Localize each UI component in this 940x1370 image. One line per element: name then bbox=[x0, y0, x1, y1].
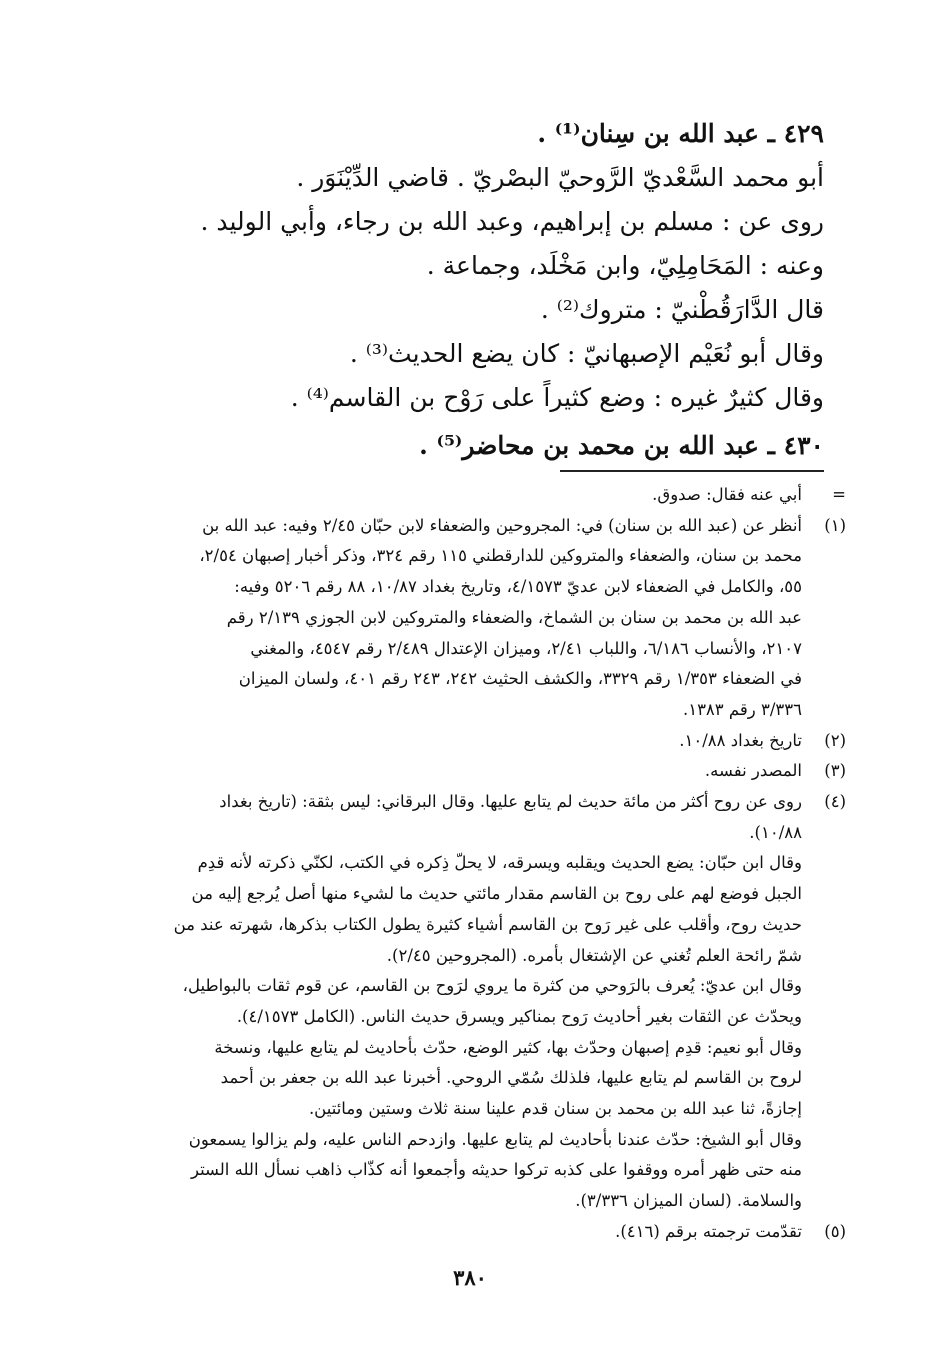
footnote-number: (٤) bbox=[824, 792, 846, 812]
footnote-line: أنظر عن (عبد الله بن سنان) في: المجروحين والضعفاء لابن حبّان ٢/٤٥ وفيه: عبد الله بن bbox=[202, 515, 802, 535]
page-number: ٣٨٠ bbox=[453, 1265, 487, 1290]
footnote-line: المصدر نفسه. bbox=[704, 761, 802, 781]
footnote-line: ويحدّث عن الثقات بغير أحاديث رَوح بمناكير ويسرق حديث الناس. (الكامل ٤/١٥٧٣). bbox=[236, 1006, 802, 1026]
text-line: وعنه : المَحَامِلِيّ، وابن مَخْلَد، وجماعة . bbox=[426, 251, 824, 280]
footnotes bbox=[124, 480, 846, 1248]
footnote-number: (١) bbox=[824, 515, 846, 535]
footnote-3 bbox=[124, 756, 846, 787]
footnote-1 bbox=[124, 511, 846, 726]
footnote-number: (٥) bbox=[824, 1221, 846, 1241]
continuation-mark: = bbox=[832, 485, 846, 504]
footnote-line: أبي عنه فقال: صدوق. bbox=[652, 485, 802, 504]
footnote-line: حديث روح، وأقلب على غير رَوح بن القاسم أشياء كثيرة يطول الكتاب بذكرها، شهرته عند من bbox=[173, 914, 802, 934]
footnote-line: ٥٥، والكامل في الضعفاء لابن عديّ ٤/١٥٧٣، وتاريخ بغداد ١٠/٨٧، ٨٨ رقم ٥٢٠٦ وفيه: bbox=[234, 577, 802, 597]
text-line: أبو محمد السَّعْديّ الرَّوحيّ البصْريّ . قاضي الدِّيْنَوَر . bbox=[296, 163, 824, 192]
footnote-continuation bbox=[124, 480, 846, 511]
footnote-2 bbox=[124, 726, 846, 757]
footnote-line: ٣/٣٣٦ رقم ١٣٨٣. bbox=[682, 699, 802, 719]
footnote-line: شمّ رائحة العلم تُغني عن الإشتغال بأمره. (المجروحين ٢/٤٥). bbox=[386, 945, 802, 965]
footnote-line: وقال ابن حبّان: يضع الحديث ويقلبه ويسرقه، لا يحلّ ذِكره في الكتب، لكنّي ذكرته لأنه قدِم bbox=[197, 853, 802, 873]
footnote-number: (٣) bbox=[824, 761, 846, 781]
text-line: روى عن : مسلم بن إبراهيم، وعبد الله بن رجاء، وأبي الوليد . bbox=[200, 207, 824, 236]
footnote-line: وقال أبو نعيم: قدِم إصبهان وحدّث بها، كثير الوضع، حدّث بأحاديث لم يتابع عليها، ونسخة bbox=[214, 1037, 802, 1057]
footnote-line: في الضعفاء ١/٣٥٣ رقم ٣٣٢٩، والكشف الحثيث ٢٤٢، ٢٤٣ رقم ٤٠١، ولسان الميزان bbox=[238, 669, 802, 689]
footnote-separator bbox=[560, 470, 824, 472]
footnote-number: (٢) bbox=[824, 730, 846, 750]
footnote-line: تقدّمت ترجمته برقم (٤١٦). bbox=[615, 1221, 802, 1241]
footnote-line: تاريخ بغداد ١٠/٨٨. bbox=[679, 730, 802, 750]
footnote-line: ١٠/٨٨). bbox=[749, 822, 802, 842]
entry-heading-430: ٤٣٠ ـ عبد الله بن محمد بن محاضر⁽⁵⁾ . bbox=[419, 431, 824, 460]
footnote-line: الجبل فوضع لهم على روح بن القاسم مقدار مائتي حديث ما لشيء منها أصل يُرجع إليه من bbox=[191, 884, 802, 904]
main-text bbox=[124, 112, 824, 468]
footnote-line: إجازةً، ثنا عبد الله بن محمد بن سنان قدم علينا سنة ثلاث وستين ومائتين. bbox=[308, 1099, 802, 1119]
footnote-line: وقال ابن عديّ: يُعرف بالرَوحي من كثرة ما يروي لرَوح بن القاسم، عن قوم ثقات بالبواطيل، bbox=[182, 976, 802, 996]
footnote-line: عبد الله بن محمد بن سنان بن الشماخ، والضعفاء والمتروكين لابن الجوزي ٢/١٣٩ رقم bbox=[226, 607, 802, 627]
text-line: وقال كثيرٌ غيره : وضع كثيراً على رَوْح بن القاسم⁽⁴⁾ . bbox=[290, 383, 824, 412]
footnote-line: والسلامة. (لسان الميزان ٣/٣٣٦). bbox=[575, 1191, 802, 1211]
footnote-line: لروح بن القاسم لم يتابع عليها، فلذلك سُمّي الروحي. أخبرنا عبد الله بن جعفر بن أحمد bbox=[220, 1068, 802, 1088]
footnote-5 bbox=[124, 1217, 846, 1248]
footnote-4 bbox=[124, 787, 846, 1217]
footnote-line: ٢١٠٧، والأنساب ٦/١٨٦، واللباب ٢/٤١، وميزان الإعتدال ٢/٤٨٩ رقم ٤٥٤٧، والمغني bbox=[250, 638, 802, 658]
footnote-line: محمد بن سنان، والضعفاء والمتروكين للدارقطني ١١٥ رقم ٣٢٤، وذكر أخبار إصبهان ٢/٥٤، bbox=[199, 546, 802, 566]
text-line: وقال أبو نُعَيْم الإصبهانيّ : كان يضع الحديث⁽³⁾ . bbox=[349, 339, 824, 368]
footnote-line: وقال أبو الشيخ: حدّث عندنا بأحاديث لم يتابع عليها. وازدحم الناس عليه، ولم يزالوا يسمعون bbox=[188, 1129, 802, 1149]
footnote-line: منه حتى ظهر أمره ووقفوا على كذبه تركوا حديثه وأجمعوا أنه كذّاب ذاهب نسأل الله الستر bbox=[190, 1160, 802, 1180]
entry-heading-429: ٤٢٩ ـ عبد الله بن سِنان⁽¹⁾ . bbox=[537, 119, 824, 148]
text-line: قال الدَّارَقُطْنيّ : متروك⁽²⁾ . bbox=[540, 295, 824, 324]
footnote-line: روى عن روح أكثر من مائة حديث لم يتابع عليها. وقال البرقاني: ليس بثقة: (تاريخ بغداد bbox=[219, 792, 802, 812]
